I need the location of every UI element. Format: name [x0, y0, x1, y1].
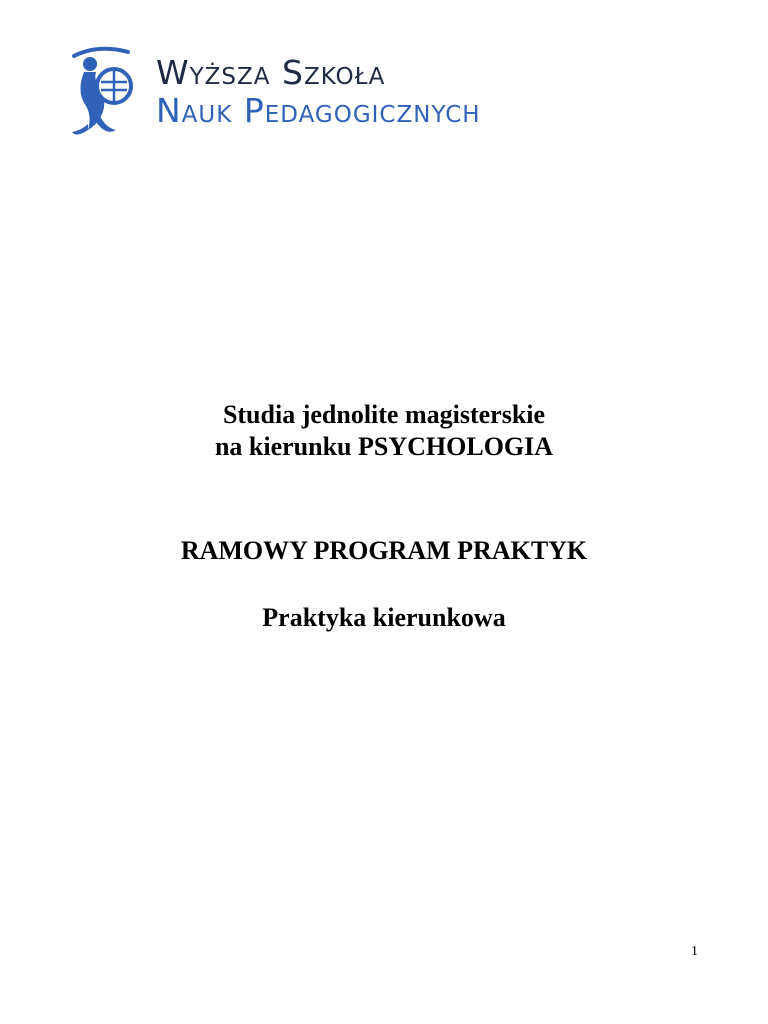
logo-text-line-2: Nauk Pedagogicznych: [156, 91, 481, 130]
page-number: 1: [691, 944, 698, 959]
mermaid-emblem-icon: [68, 44, 138, 142]
logo-text-line-1: Wyższa Szkoła: [156, 53, 386, 92]
program-heading: RAMOWY PROGRAM PRAKTYK: [180, 536, 588, 565]
university-logo: [68, 44, 628, 144]
practice-type-heading: Praktyka kierunkowa: [262, 603, 506, 632]
title-line-1: Studia jednolite magisterskie: [222, 400, 546, 429]
title-line-2: na kierunku PSYCHOLOGIA: [214, 432, 554, 461]
